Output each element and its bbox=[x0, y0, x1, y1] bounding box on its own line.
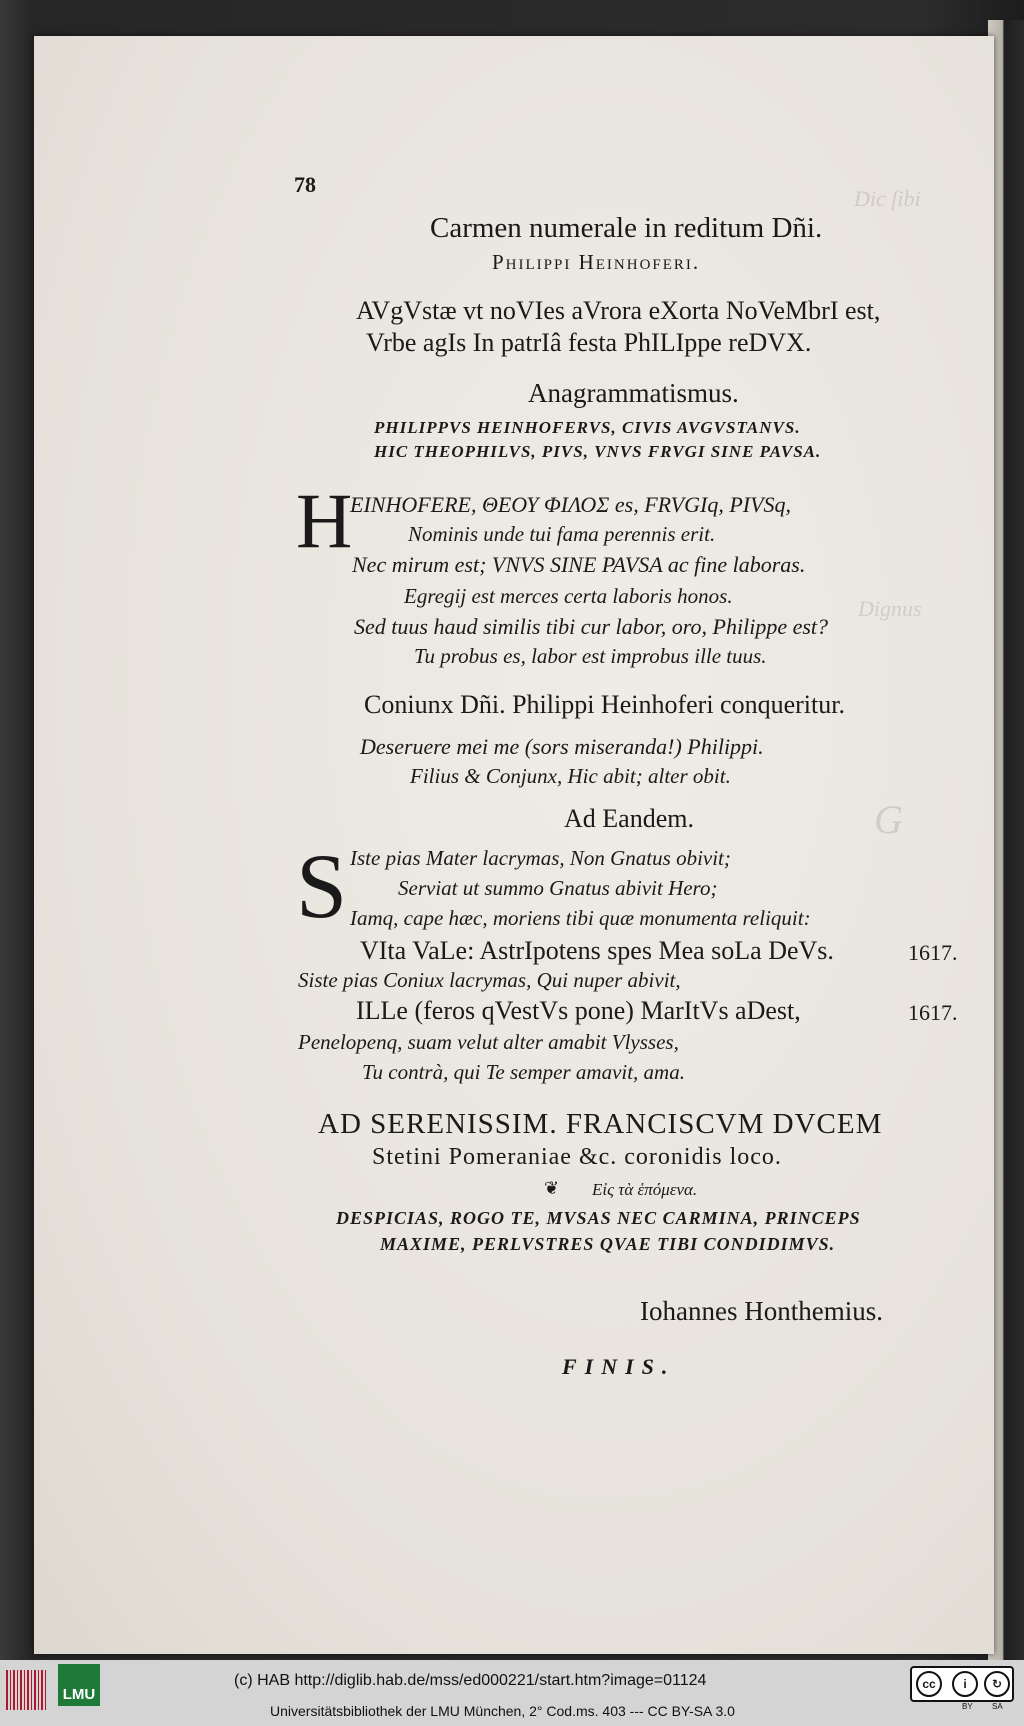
author-signature: Iohannes Honthemius. bbox=[640, 1296, 883, 1326]
page-number: 78 bbox=[294, 172, 316, 197]
lmu-logo: LMU bbox=[58, 1664, 100, 1706]
page-title: Carmen numerale in reditum Dñi. bbox=[430, 212, 823, 244]
poem1-line: Nominis unde tui fama perennis erit. bbox=[408, 522, 716, 546]
anagram-line-1: PHILIPPVS HEINHOFERVS, CIVIS AVGVSTANVS. bbox=[374, 418, 801, 437]
greek-caption: Εἰς τὰ ἑπόμενα. bbox=[592, 1180, 698, 1199]
ad-eandem-heading: Ad Eandem. bbox=[564, 804, 694, 833]
poem2-line: Iste pias Mater lacrymas, Non Gnatus obivit; bbox=[350, 846, 731, 870]
cc-license-badge[interactable] bbox=[910, 1666, 1014, 1702]
poem1-line: Egregij est merces certa laboris honos. bbox=[404, 584, 733, 608]
poem1-line: EINHOFERE, ΘΕΟΥ ΦΙΛΟΣ es, FRVGIq, PIVSq, bbox=[350, 492, 792, 517]
poem2-line: Iamq, cape hæc, moriens tibi quæ monumenta reliquit: bbox=[350, 906, 811, 930]
poem2-line: Siste pias Coniux lacrymas, Qui nuper abivit, bbox=[298, 968, 681, 992]
bleed-through-text: G bbox=[874, 797, 903, 842]
manuscript-page bbox=[34, 36, 994, 1654]
poem2-line: Penelopenq, suam velut alter amabit Vlysses, bbox=[298, 1030, 679, 1054]
chronogram-line-1: AVgVstæ vt noVIes aVrora eXorta NoVeMbrI est, bbox=[356, 296, 881, 325]
cc-icon: cc bbox=[916, 1671, 942, 1697]
poem1-line: Tu probus es, labor est improbus ille tuus. bbox=[414, 644, 767, 668]
drop-cap-s: S bbox=[296, 835, 348, 937]
footer-bar bbox=[0, 1660, 1024, 1726]
anagram-heading: Anagrammatismus. bbox=[528, 378, 739, 408]
poem1-line: Sed tuus haud similis tibi cur labor, oro, Philippe est? bbox=[354, 614, 829, 639]
coniunx-line: Filius & Conjunx, Hic abit; alter obit. bbox=[410, 764, 731, 788]
despicias-line-1: DESPICIAS, ROGO TE, MVSAS NEC CARMINA, PRINCEPS bbox=[336, 1208, 861, 1228]
poem2-line: Tu contrà, qui Te semper amavit, ama. bbox=[362, 1060, 685, 1084]
chronogram-line-2: Vrbe agIs In patrIâ festa PhILIppe reDVX. bbox=[366, 328, 812, 357]
dedication-line-1: AD SERENISSIM. FRANCISCVM DVCEM bbox=[318, 1108, 883, 1140]
dedication-line-2: Stetini Pomeraniae &c. coronidis loco. bbox=[372, 1144, 782, 1170]
bleed-through-text: Dignus bbox=[858, 596, 922, 621]
sa-icon: ↻ bbox=[984, 1671, 1010, 1697]
poem1-line: Nec mirum est; VNVS SINE PAVSA ac fine laboras. bbox=[352, 552, 806, 577]
bleed-through-text: Dic ſibi bbox=[854, 186, 921, 211]
poem2-line: Serviat ut summo Gnatus abivit Hero; bbox=[398, 876, 718, 900]
coniunx-line: Deseruere mei me (sors miseranda!) Philippi. bbox=[360, 734, 764, 759]
coniunx-heading: Coniunx Dñi. Philippi Heinhoferi conqueritur. bbox=[364, 690, 845, 719]
copyright-url[interactable]: (c) HAB http://diglib.hab.de/mss/ed000221/start.htm?image=01124 bbox=[234, 1672, 707, 1689]
barcode-logo-icon bbox=[6, 1670, 46, 1710]
despicias-line-2: MAXIME, PERLVSTRES QVAE TIBI CONDIDIMVS. bbox=[380, 1234, 836, 1254]
page-subtitle: Philippi Heinhoferi. bbox=[492, 250, 701, 274]
drop-cap-h: H bbox=[296, 477, 353, 564]
poem2-year: 1617. bbox=[908, 1000, 958, 1025]
poem2-chronogram-line: VIta VaLe: AstrIpotens spes Mea soLa DeVs. bbox=[360, 936, 834, 965]
credits-line: Universitätsbibliothek der LMU München, 2° Cod.ms. 403 --- CC BY-SA 3.0 bbox=[270, 1703, 735, 1719]
sa-label: SA bbox=[992, 1702, 1003, 1711]
by-icon: i bbox=[952, 1671, 978, 1697]
anagram-line-2: HIC THEOPHILVS, PIVS, VNVS FRVGI SINE PAVSA. bbox=[374, 442, 822, 461]
poem2-year: 1617. bbox=[908, 940, 958, 965]
by-label: BY bbox=[962, 1702, 973, 1711]
finis: FINIS. bbox=[562, 1354, 676, 1379]
fleuron-icon: ❦ bbox=[544, 1178, 560, 1198]
poem2-chronogram-line: ILLe (feros qVestVs pone) MarItVs aDest, bbox=[356, 996, 801, 1025]
